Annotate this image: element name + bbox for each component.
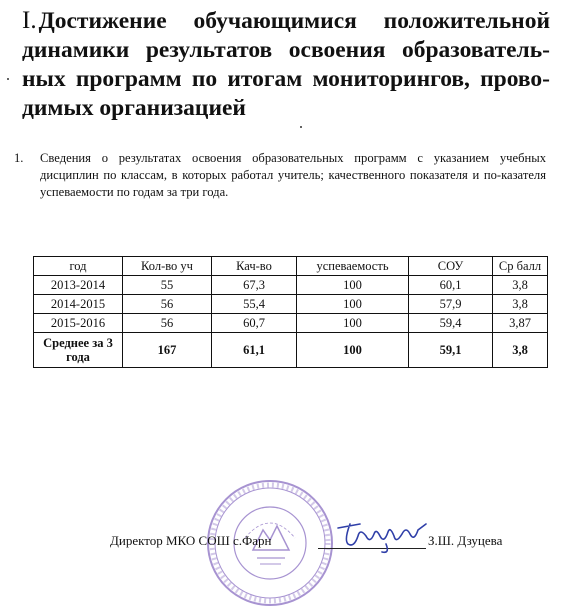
table-row [34, 295, 548, 314]
header-cell: успеваемость [297, 257, 409, 276]
header-cell: СОУ [409, 257, 493, 276]
table-total-row [34, 333, 548, 368]
table-cell: 100 [297, 333, 409, 368]
table-cell: 2015-2016 [34, 314, 123, 333]
header-cell: Кол-во уч [123, 257, 212, 276]
table-row [34, 314, 548, 333]
table-cell: 56 [123, 295, 212, 314]
table-cell: 60,7 [212, 314, 297, 333]
table-cell: 167 [123, 333, 212, 368]
table-cell: 2014-2015 [34, 295, 123, 314]
table-row [34, 276, 548, 295]
table-cell: 67,3 [212, 276, 297, 295]
signature-block [0, 470, 566, 616]
handwritten-signature-icon [330, 514, 435, 554]
table-cell: 3,8 [493, 295, 548, 314]
director-title: Директор МКО СОШ с.Фарн [110, 533, 272, 548]
total-label-cell: Среднее за 3 года [34, 333, 123, 368]
table-cell: 3,8 [493, 276, 548, 295]
table-cell: 100 [297, 295, 409, 314]
table-cell: 61,1 [212, 333, 297, 368]
table-cell: 100 [297, 314, 409, 333]
table-cell: 59,4 [409, 314, 493, 333]
table-cell: 3,87 [493, 314, 548, 333]
table-cell: 56 [123, 314, 212, 333]
results-table [33, 256, 548, 368]
header-cell: Кач-во [212, 257, 297, 276]
table-cell: 57,9 [409, 295, 493, 314]
scan-speck [7, 78, 9, 80]
section-number: I. [22, 7, 37, 34]
table-cell: 3,8 [493, 333, 548, 368]
intro-text: Сведения о результатах освоения образовательных программ с указанием учебных дисциплин по классам, в которых работал учитель; качественного показателя и по-казателя успеваемости по годам за три года. [40, 151, 546, 199]
table-cell: 100 [297, 276, 409, 295]
table-header-row [34, 257, 548, 276]
table-cell: 55,4 [212, 295, 297, 314]
table-cell: 60,1 [409, 276, 493, 295]
scan-speck [300, 126, 302, 128]
signer-name: З.Ш. Дзуцева [428, 533, 503, 548]
table-cell: 55 [123, 276, 212, 295]
list-number: 1. [14, 151, 24, 165]
section-title: Достижение обучающимися положительной динамики результатов освоения образователь-ных программ по итогам мониторингов, прово-димых организацией [22, 8, 550, 121]
section-heading [22, 6, 550, 123]
table-cell: 2013-2014 [34, 276, 123, 295]
header-cell: год [34, 257, 123, 276]
table-cell: 59,1 [409, 333, 493, 368]
header-cell: Ср балл [493, 257, 548, 276]
intro-paragraph [14, 150, 546, 201]
